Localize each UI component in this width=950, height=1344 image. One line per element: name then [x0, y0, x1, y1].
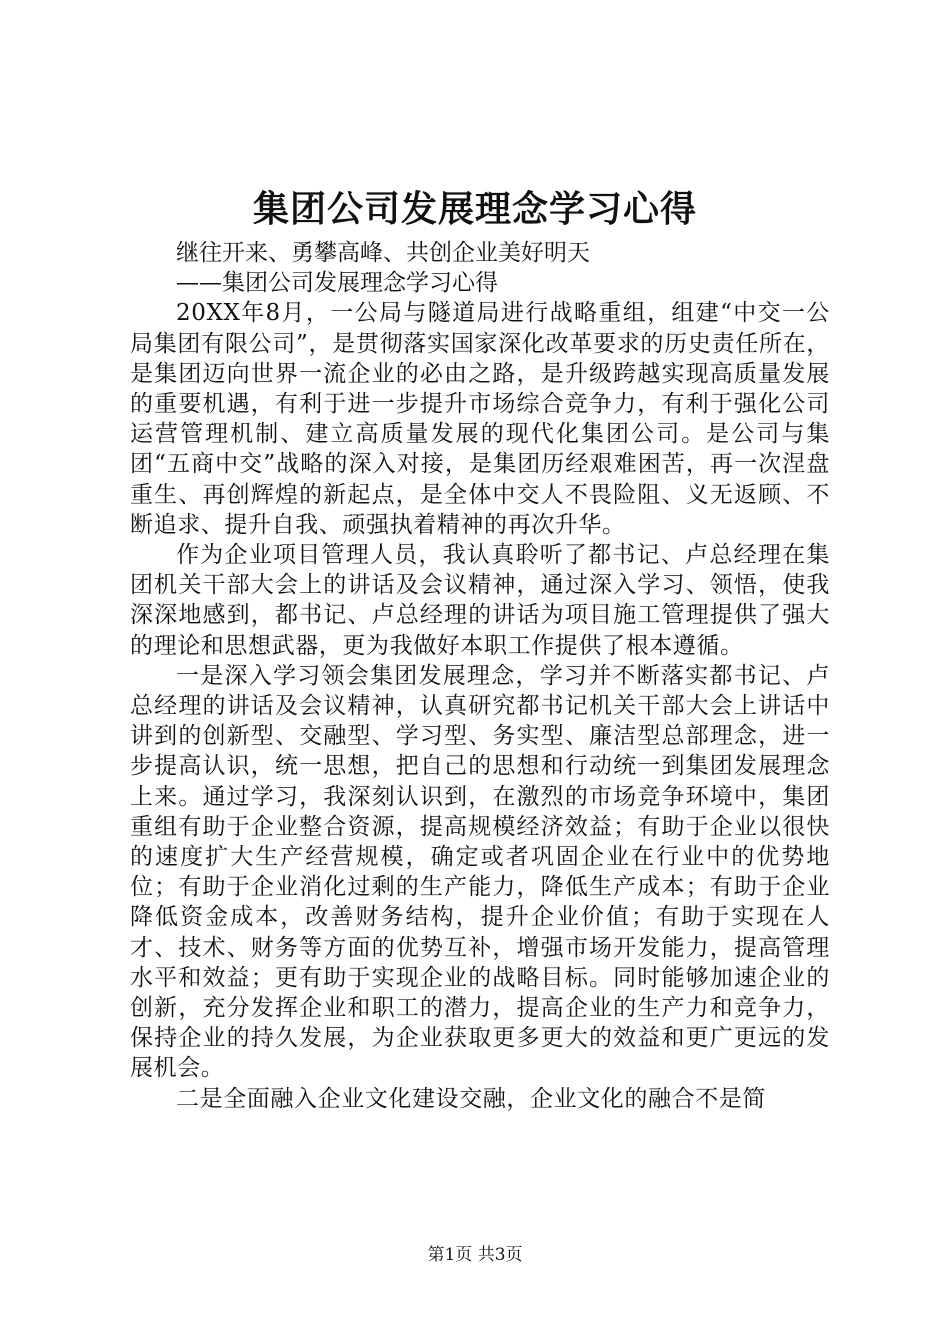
paragraph-4: 二是全面融入企业文化建设交融，企业文化的融合不是简: [176, 1085, 766, 1112]
subtitle-line-2: ——集团公司发展理念学习心得: [176, 270, 498, 297]
document-title: 集团公司发展理念学习心得: [252, 189, 697, 230]
paragraph-2: 作为企业项目管理人员，我认真聆听了都书记、卢总经理在集团机关干部大会上的讲话及会议精神，通过深入学习、领悟，使我深深地感到，都书记、卢总经理的讲话为项目施工管理提供了强大的理论和思想武器，更为我做好本职工作提供了根本遵循。: [130, 542, 830, 659]
document-body: [130, 238, 830, 1114]
paragraph-1: 20XX年8月，一公局与隧道局进行战略重组，组建“中交一公局集团有限公司”，是贯彻落实国家深化改革要求的历史责任所在，是集团迈向世界一流企业的必由之路，是升级跨越实现高质量发展的重要机遇，有利于进一步提升市场综合竞争力，有利于强化公司运营管理机制、建立高质量发展的现代化集团公司。是公司与集团“五商中交”战略的深入对接，是集团历经艰难困苦，再一次涅盘重生、再创辉煌的新起点，是全体中交人不畏险阻、义无返顾、不断追求、提升自我、顽强执着精神的再次升华。: [130, 300, 830, 538]
subtitle-line-1: 继往开来、勇攀高峰、共创企业美好明天: [176, 240, 590, 266]
paragraph-3: 一是深入学习领会集团发展理念，学习并不断落实都书记、卢总经理的讲话及会议精神，认真研究都书记机关干部大会上讲话中讲到的创新型、交融型、学习型、务实型、廉洁型总部理念，进一步提高认识，统一思想，把自己的思想和行动统一到集团发展理念上来。通过学习，我深刻认识到，在激烈的市场竞争环境中，集团重组有助于企业整合资源，提高规模经济效益；有助于企业以很快的速度扩大生产经营规模，确定或者巩固企业在行业中的优势地位；有助于企业消化过剩的生产能力，降低生产成本；有助于企业降低资金成本，改善财务结构，提升企业价值；有助于实现在人才、技术、财务等方面的优势互补，增强市场开发能力，提高管理水平和效益；更有助于实现企业的战略目标。同时能够加速企业的创新，充分发挥企业和职工的潜力，提高企业的生产力和竞争力，保持企业的持久发展，为企业获取更多更大的效益和更广更远的发展机会。: [130, 662, 830, 1082]
page-number: 第1页 共3页: [427, 1245, 523, 1265]
